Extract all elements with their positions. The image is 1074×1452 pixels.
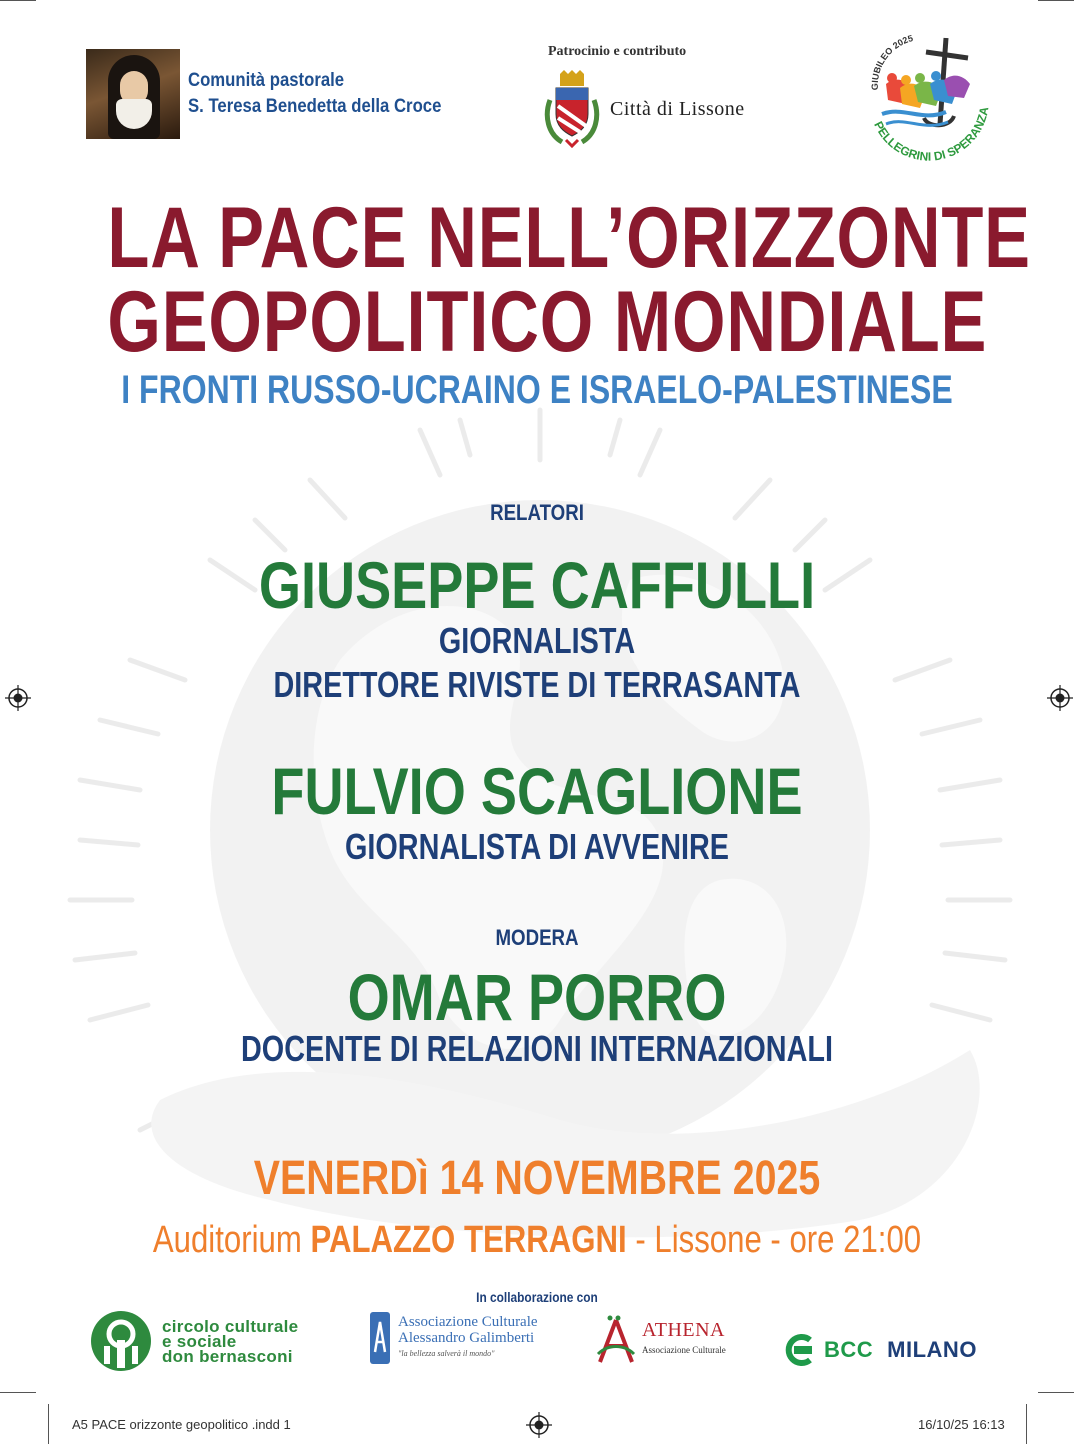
patronage-label: Patrocinio e contributo (548, 44, 687, 59)
galimberti-tagline: "la bellezza salverà il mondo" (398, 1349, 495, 1358)
jubilee-top-text: GIUBILEO 2025 (869, 33, 915, 91)
venue-place: PALAZZO TERRAGNI (310, 1219, 627, 1261)
jubilee-motto-text: PELLEGRINI DI SPERANZA (871, 105, 992, 164)
athena-name: ATHENA (642, 1319, 725, 1341)
moderator-label: MODERA (495, 925, 579, 950)
city-name: Città di Lissone (610, 97, 745, 120)
circolo-line: e sociale (162, 1331, 237, 1351)
moderator-role: DOCENTE DI RELAZIONI INTERNAZIONALI (241, 1028, 833, 1069)
slug-filename: A5 PACE orizzonte geopolitico .indd 1 (72, 1417, 291, 1432)
galimberti-logo (368, 1310, 538, 1366)
city-patronage (540, 44, 780, 148)
parish-line1: Comunità pastorale (188, 70, 345, 91)
athena-logo (594, 1314, 726, 1366)
speaker-role: GIORNALISTA DI AVVENIRE (344, 826, 730, 867)
saint-portrait-icon (86, 49, 180, 139)
event-venue (97, 1218, 978, 1262)
bcc-name: BCC (824, 1337, 874, 1362)
collaboration-label: In collaborazione con (476, 1289, 598, 1305)
bcc-city: MILANO (887, 1337, 977, 1362)
speaker-role: DIRETTORE RIVISTE DI TERRASANTA (273, 664, 801, 705)
athena-sub: Associazione Culturale (642, 1345, 726, 1355)
main-title-line1: LA PACE NELL’ORIZZONTE (107, 190, 1031, 286)
circolo-logo (88, 1310, 298, 1372)
registration-mark-icon (526, 1412, 552, 1438)
circolo-icon (88, 1310, 154, 1372)
venue-prefix: Auditorium (152, 1219, 311, 1261)
speaker-name: FULVIO SCAGLIONE (271, 754, 803, 828)
speaker-name: GIUSEPPE CAFFULLI (258, 548, 816, 622)
crop-mark (48, 1404, 49, 1444)
city-crest-icon (540, 70, 604, 148)
bcc-logo (782, 1332, 977, 1368)
parish-name (188, 68, 441, 120)
jubilee-logo-icon (856, 28, 994, 168)
slug-datetime: 16/10/25 16:13 (918, 1417, 1005, 1432)
crop-mark (1038, 1392, 1074, 1393)
galimberti-icon (368, 1310, 392, 1366)
title-block (0, 190, 1074, 414)
registration-mark-icon (5, 685, 31, 711)
circolo-line: don bernasconi (162, 1346, 293, 1366)
crop-mark (1038, 0, 1074, 1)
moderator-name: OMAR PORRO (347, 960, 727, 1034)
speaker-role: GIORNALISTA (438, 620, 636, 661)
crop-mark (0, 1392, 36, 1393)
venue-suffix: - Lissone - ore 21:00 (626, 1219, 922, 1261)
subtitle: I FRONTI RUSSO-UCRAINO E ISRAELO-PALESTINESE (121, 368, 953, 412)
crop-mark (0, 0, 36, 1)
main-title-line2: GEOPOLITICO MONDIALE (107, 274, 988, 370)
parish-line2: S. Teresa Benedetta della Croce (188, 96, 442, 117)
crop-mark (1026, 1404, 1027, 1444)
galimberti-line: Associazione Culturale (398, 1314, 538, 1330)
athena-icon (594, 1314, 638, 1366)
speakers-label: RELATORI (490, 500, 584, 525)
bcc-icon (782, 1332, 818, 1368)
parish-logo (86, 48, 476, 140)
circolo-line: circolo culturale (162, 1316, 299, 1336)
galimberti-line: Alessandro Galimberti (398, 1330, 535, 1346)
event-date: VENERDì 14 NOVEMBRE 2025 (253, 1152, 821, 1205)
registration-mark-icon (1047, 685, 1073, 711)
